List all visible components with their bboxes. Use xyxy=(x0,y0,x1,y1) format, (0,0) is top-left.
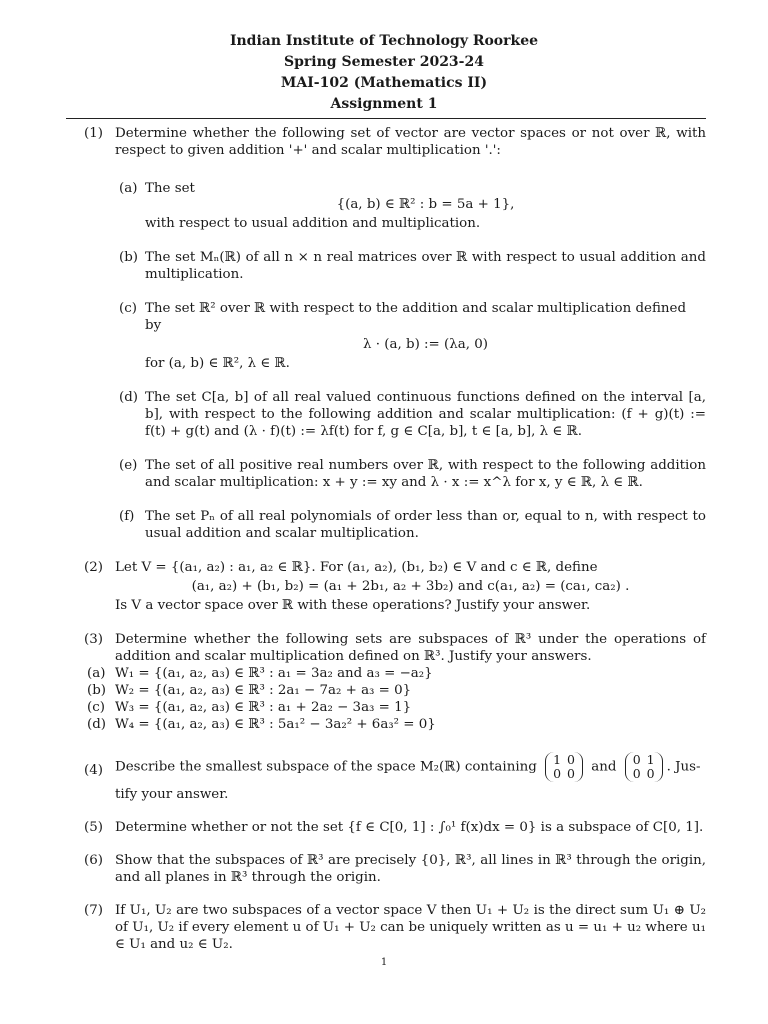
item-text: W₂ = {(a₁, a₂, a₃) ∈ ℝ³ : 2a₁ − 7a₂ + a₃ = 0} xyxy=(115,683,412,698)
matrix-1 xyxy=(545,752,583,782)
subquestion-1a xyxy=(115,180,706,232)
question-number: (7) xyxy=(84,903,103,918)
list-item xyxy=(87,682,706,699)
item-number: (c) xyxy=(87,700,105,715)
question-text: If U₁, U₂ are two subspaces of a vector space V then U₁ + U₂ is the direct sum U₁ ⊕ U₂ of U₁, U₂ if every element u of U₁ + U₂ can be uniquely written as u = u₁ + u₂ where u₁ ∈ U₁ and u₂ ∈ U₂. xyxy=(115,903,706,952)
question-1 xyxy=(84,125,706,542)
question-text: Determine whether the following sets are subspaces of ℝ³ under the operations of addition and scalar multiplication defined on ℝ³. Justify your answers. xyxy=(115,632,706,664)
question-number: (1) xyxy=(84,126,103,141)
course-title: MAI-102 (Mathematics II) xyxy=(280,75,488,91)
question-text xyxy=(115,752,706,782)
item-text: W₃ = {(a₁, a₂, a₃) ∈ ℝ³ : a₁ + 2a₂ − 3a₃ = 1} xyxy=(115,700,412,715)
question-number: (2) xyxy=(84,560,103,575)
matrix-entry: 0 xyxy=(632,752,641,767)
item-number: (d) xyxy=(87,717,107,732)
list-item xyxy=(87,665,706,682)
subquestion-text-after: for (a, b) ∈ ℝ², λ ∈ ℝ. xyxy=(145,356,290,371)
item-text: W₁ = {(a₁, a₂, a₃) ∈ ℝ³ : a₁ = 3a₂ and a₃ = −a₂} xyxy=(115,666,433,681)
subquestion-number: (c) xyxy=(119,301,137,316)
subquestion-text: The set of all positive real numbers over ℝ, with respect to the following addition and scalar multiplication: x + y := xy and λ · x := x^λ for x, y ∈ ℝ, λ ∈ ℝ. xyxy=(145,458,706,490)
matrix-entry: 0 xyxy=(646,766,655,781)
subquestion-1f xyxy=(115,508,706,542)
question-7 xyxy=(84,902,706,953)
question-text-line2: tify your answer. xyxy=(115,787,229,802)
subquestion-number: (e) xyxy=(119,458,138,473)
question-number: (3) xyxy=(84,632,103,647)
matrix-entry: 0 xyxy=(567,752,575,767)
subquestion-text: The set Pₙ of all real polynomials of order less than or, equal to n, with respect to usual addition and scalar multiplication. xyxy=(145,509,706,541)
matrix-entry: 0 xyxy=(567,766,575,781)
subquestion-text-after: with respect to usual addition and multiplication. xyxy=(145,216,481,231)
subquestion-1d xyxy=(115,389,706,440)
question-4 xyxy=(84,752,706,803)
question-text: Determine whether the following set of vector are vector spaces or not over ℝ, with respect to given addition '+' and scalar multiplication '.': xyxy=(115,126,706,158)
subquestion-text: The set ℝ² over ℝ with respect to the addition and scalar multiplication defined by xyxy=(145,301,687,333)
subquestion-number: (a) xyxy=(119,181,138,196)
display-equation: {(a, b) ∈ ℝ² : b = 5a + 1}, xyxy=(336,197,515,212)
assignment-title: Assignment 1 xyxy=(330,96,438,112)
item-text: W₄ = {(a₁, a₂, a₃) ∈ ℝ³ : 5a₁² − 3a₂² + 6a₃² = 0} xyxy=(115,717,436,732)
subquestion-1e xyxy=(115,457,706,491)
document-header xyxy=(0,31,768,115)
subquestion-text: The set xyxy=(145,181,195,196)
question-text-after: Is V a vector space over ℝ with these operations? Justify your answer. xyxy=(115,598,591,613)
question-text: Show that the subspaces of ℝ³ are precisely {0}, ℝ³, all lines in ℝ³ through the origin, and all planes in ℝ³ through the origin. xyxy=(115,853,706,885)
display-equation: λ · (a, b) := (λa, 0) xyxy=(363,337,488,352)
subquestion-number: (f) xyxy=(119,509,135,524)
question-3 xyxy=(84,631,706,733)
question-number: (4) xyxy=(84,763,103,778)
question-text-post: . Jus- xyxy=(666,759,701,775)
subquestion-number: (b) xyxy=(119,250,139,265)
question-text: Determine whether or not the set {f ∈ C[0, 1] : ∫₀¹ f(x)dx = 0} is a subspace of C[0, 1]. xyxy=(115,820,704,835)
question-5 xyxy=(84,819,706,836)
page-number: 1 xyxy=(380,957,388,968)
list-item xyxy=(87,716,706,733)
list-item xyxy=(87,699,706,716)
question-number: (5) xyxy=(84,820,103,835)
item-number: (a) xyxy=(87,666,106,681)
semester-label: Spring Semester 2023-24 xyxy=(284,54,484,70)
item-number: (b) xyxy=(87,683,107,698)
subquestion-1c xyxy=(115,300,706,372)
institute-name: Indian Institute of Technology Roorkee xyxy=(229,33,539,49)
matrix-entry: 1 xyxy=(646,752,655,767)
matrix-2 xyxy=(625,752,663,782)
header-divider xyxy=(66,118,706,119)
subquestion-text: The set C[a, b] of all real valued continuous functions defined on the interval [a, b], with respect to the following addition and scalar multiplication: (f + g)(t) := f(t) + g(t) and (λ · f)(t) := λf(t) for f, g ∈ C[a, b], t ∈ [a, b], λ ∈ ℝ. xyxy=(145,390,706,439)
question-text: Let V = {(a₁, a₂) : a₁, a₂ ∈ ℝ}. For (a₁, a₂), (b₁, b₂) ∈ V and c ∈ ℝ, define xyxy=(115,560,598,575)
question-6 xyxy=(84,852,706,886)
question-number: (6) xyxy=(84,853,103,868)
matrix-entry: 0 xyxy=(553,766,562,781)
question-2 xyxy=(84,559,706,614)
question-text-pre: Describe the smallest subspace of the space M₂(ℝ) containing xyxy=(115,759,537,775)
display-equation: (a₁, a₂) + (b₁, b₂) = (a₁ + 2b₁, a₂ + 3b₂) and c(a₁, a₂) = (ca₁, ca₂) . xyxy=(191,579,630,594)
matrix-entry: 1 xyxy=(553,752,562,767)
subquestion-1b xyxy=(115,249,706,283)
conjunction: and xyxy=(591,759,617,775)
subquestion-number: (d) xyxy=(119,390,139,405)
subquestion-text: The set Mₙ(ℝ) of all n × n real matrices over ℝ with respect to usual addition and multiplication. xyxy=(145,250,706,282)
matrix-entry: 0 xyxy=(632,766,641,781)
question-list xyxy=(84,125,706,967)
